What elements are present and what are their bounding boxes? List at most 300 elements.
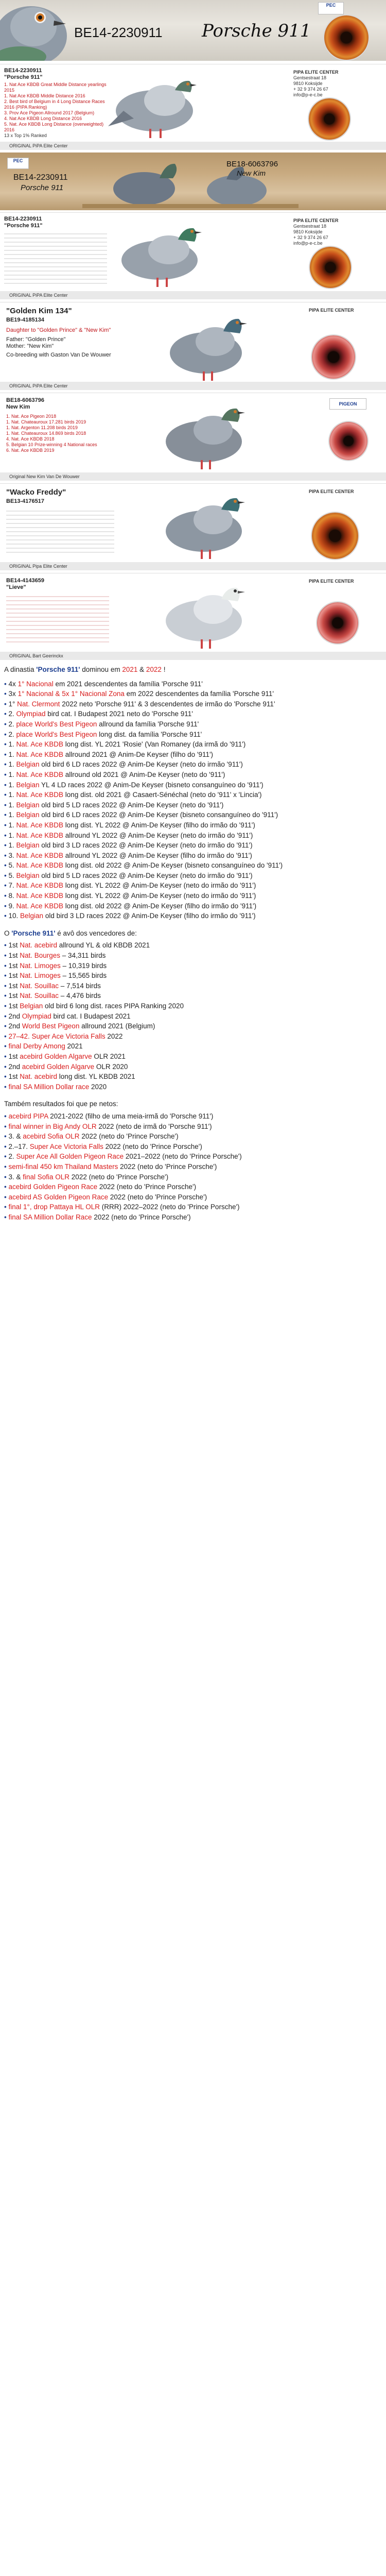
pigeon-photo bbox=[154, 578, 252, 655]
winner-item-post: allround 2021 (Belgium) bbox=[79, 1022, 155, 1030]
also-item-highlight: final winner in Big Andy OLR bbox=[8, 1122, 97, 1130]
bullet-icon: • bbox=[4, 1122, 9, 1130]
winner-item-pre: 1st bbox=[8, 961, 20, 970]
bullet-icon: • bbox=[4, 760, 9, 769]
dynasty-item bbox=[4, 860, 382, 871]
winner-item-post: – 15,565 birds bbox=[60, 972, 107, 980]
dynasty-item bbox=[4, 770, 382, 780]
winner-item-post: OLR 2020 bbox=[94, 1062, 128, 1071]
dynasty-item bbox=[4, 730, 382, 740]
card-result-line: 1. Nat. Ace Pigeon 2018 bbox=[6, 414, 57, 419]
winner-item bbox=[4, 971, 382, 981]
dynasty-item-pre: 9. bbox=[8, 902, 16, 910]
bullet-icon: • bbox=[4, 861, 9, 870]
ring-id: BE14-2230911 bbox=[74, 25, 163, 40]
also-item-post: 2021–2022 (neto do 'Prince Porsche') bbox=[124, 1153, 242, 1161]
center-line: Gentsestraat 18 bbox=[293, 224, 327, 229]
bullet-icon: • bbox=[4, 1153, 9, 1161]
bullet-icon: • bbox=[4, 1112, 9, 1120]
dynasty-item-pre: 1. bbox=[8, 740, 16, 749]
dynasty-item bbox=[4, 851, 382, 861]
card-result-line: 1. Nat. Argenton 11.208 birds 2019 bbox=[6, 425, 78, 430]
dynasty-item-pre: 5. bbox=[8, 871, 16, 879]
card-ring-id: BE14-4143659 bbox=[6, 578, 45, 584]
bullet-icon: • bbox=[4, 972, 9, 980]
bullet-icon: • bbox=[4, 1173, 9, 1181]
dynasty-item-post: old bird 5 LD races 2022 @ Anim-De Keyser (neto do irmão do '911') bbox=[39, 871, 253, 879]
dynasty-item-post: allround YL 2022 @ Anim-De Keyser (filho do irmão do '911') bbox=[63, 851, 252, 859]
center-info bbox=[293, 70, 381, 98]
dynasty-item-highlight: Belgian bbox=[20, 912, 44, 920]
eye-photo bbox=[329, 422, 367, 460]
winner-item-highlight: Nat. Souillac bbox=[20, 981, 59, 990]
winner-list bbox=[4, 940, 382, 1092]
dynasty-item bbox=[4, 739, 382, 750]
winner-item-post: 2020 bbox=[89, 1082, 107, 1091]
winner-item-pre: 2nd bbox=[8, 1012, 22, 1020]
center-line: Gentsestraat 18 bbox=[293, 75, 327, 80]
pec-logo bbox=[318, 2, 344, 14]
bullet-icon: • bbox=[4, 1142, 9, 1150]
winner-item bbox=[4, 1041, 382, 1052]
winner-item-post: long dist. YL KBDB 2021 bbox=[57, 1073, 135, 1081]
dynasty-item-post: old bird 6 LD races 2022 @ Anim-De Keyser (bisneto consanguíneo do '911') bbox=[39, 811, 278, 819]
also-item-highlight: acebird Sofia OLR bbox=[23, 1132, 80, 1141]
bullet-icon: • bbox=[4, 750, 9, 758]
card-result-line: 1. Nat Ace KBDB Middle Distance 2016 bbox=[4, 93, 85, 98]
card-footer: ORIGINAL PiPA Elite Center bbox=[0, 382, 386, 390]
dynasty-item-pre: 1. bbox=[8, 831, 16, 839]
bullet-icon: • bbox=[4, 1022, 9, 1030]
also-item-pre: 2. bbox=[8, 1153, 16, 1161]
bullet-icon: • bbox=[4, 892, 9, 900]
card-cobreeding: Co-breeding with Gaston Van De Wouwer bbox=[6, 352, 111, 358]
eye-photo bbox=[324, 15, 369, 60]
card-name: "Porsche 911" bbox=[4, 74, 43, 80]
card-mother: Mother: "New Kim" bbox=[6, 343, 54, 349]
bullet-icon: • bbox=[4, 1052, 9, 1060]
winner-item bbox=[4, 961, 382, 971]
card-daughter: Daughter to "Golden Prince" & "New Kim" bbox=[6, 327, 111, 333]
dynasty-item-post: 2022 neto 'Porsche 911' & 3 descendentes de irmão do 'Porsche 911' bbox=[60, 700, 275, 708]
card-result-line: 1. Nat. Chateauroux 14.869 birds 2018 bbox=[6, 431, 86, 436]
photo-porsche-newkim bbox=[0, 152, 386, 210]
winner-item-post: OLR 2021 bbox=[92, 1052, 126, 1060]
card-footer: Original New Kim Van De Wouwer bbox=[0, 472, 386, 481]
winner-item-post: old bird 6 long dist. races PIPA Ranking 2020 bbox=[43, 1002, 184, 1010]
dynasty-item-post: long dist. old 2022 @ Anim-De Keyser (filho do irmão do '911') bbox=[63, 902, 257, 910]
bullet-icon: • bbox=[4, 781, 9, 789]
also-item bbox=[4, 1151, 382, 1162]
dynasty-item-post: allround old 2021 @ Anim-De Keyser (neto do '911') bbox=[63, 770, 225, 778]
winner-item-post: 2022 bbox=[105, 1032, 123, 1040]
intro-name: 'Porsche 911' bbox=[36, 666, 80, 673]
card-ring-id: BE14-2230911 bbox=[4, 67, 42, 74]
bullet-icon: • bbox=[4, 1012, 9, 1020]
intro-suffix: ! bbox=[161, 666, 166, 673]
dynasty-item-highlight: Nat. Ace KBDB bbox=[16, 770, 64, 778]
also-item-post: (RRR) 2022–2022 (neto do 'Prince Porsche') bbox=[99, 1203, 240, 1211]
bullet-icon: • bbox=[4, 941, 9, 950]
dynasty-item-post: bird cat. I Budapest 2021 neto do 'Porsche 911' bbox=[45, 710, 193, 718]
intro-amp: & bbox=[137, 666, 146, 673]
dynasty-item-highlight: place World's Best Pigeon bbox=[16, 730, 97, 738]
winners-intro bbox=[4, 928, 382, 939]
dynasty-item-post: old bird 3 LD races 2022 @ Anim-De Keyser (filho do irmão do '911') bbox=[43, 912, 256, 920]
card-result-line: 4. Nat. Ace KBDB 2018 bbox=[6, 436, 55, 442]
winner-item-highlight: final SA Million Dollar race bbox=[8, 1082, 90, 1091]
dynasty-item-highlight: 1° Nacional & 5x 1° Nacional Zona bbox=[17, 690, 125, 698]
winner-item-highlight: Nat. acebird bbox=[20, 941, 58, 950]
left-ring-id: BE14-2230911 bbox=[13, 173, 68, 182]
center-info bbox=[293, 218, 381, 246]
center-title: PIPA ELITE CENTER bbox=[293, 70, 339, 75]
dynasty-item-highlight: Belgian bbox=[16, 801, 40, 809]
winner-item bbox=[4, 940, 382, 951]
dynasty-item-pre: 8. bbox=[8, 892, 16, 900]
dynasty-item-highlight: Nat. Clermont bbox=[17, 700, 60, 708]
dynasty-item-highlight: Belgian bbox=[16, 781, 40, 789]
winner-item-post: – 7,514 birds bbox=[59, 981, 101, 990]
dynasty-item-post: allround 2021 @ Anim-De Keyser (filho do '911') bbox=[63, 750, 214, 758]
card-wacko-freddy bbox=[0, 483, 386, 571]
winner-item-highlight: World Best Pigeon bbox=[22, 1022, 80, 1030]
winner-item-highlight: Nat. Limoges bbox=[20, 972, 61, 980]
center-title: PIPA ELITE CENTER bbox=[309, 308, 354, 313]
card-footer: ORIGINAL PiPA Elite Center bbox=[0, 142, 386, 150]
dynasty-item-post: long dist. YL 2022 @ Anim-De Keyser (neto do irmão do '911') bbox=[63, 892, 256, 900]
card-new-kim bbox=[0, 393, 386, 482]
bullet-icon: • bbox=[4, 700, 9, 708]
pigeon-photo bbox=[160, 309, 252, 386]
card-result-line: 2. Best bird of Belgium in 4 Long Distance Races 2016 (PIPA Ranking) bbox=[4, 99, 105, 110]
bullet-icon: • bbox=[4, 831, 9, 839]
also-item-highlight: Super Ace All Golden Pigeon Race bbox=[16, 1153, 124, 1161]
also-item-highlight: final SA Million Dollar Race bbox=[8, 1213, 92, 1221]
bullet-icon: • bbox=[4, 882, 9, 890]
dynasty-item-highlight: 1° Nacional bbox=[17, 680, 54, 688]
dynasty-item-highlight: Nat. Ace KBDB bbox=[16, 831, 64, 839]
dynasty-item bbox=[4, 679, 382, 689]
dynasty-item-post: old bird 3 LD races 2022 @ Anim-De Keyser (neto do irmão do '911') bbox=[39, 841, 253, 850]
dynasty-item-pre: 1. bbox=[8, 760, 16, 769]
bullet-icon: • bbox=[4, 811, 9, 819]
dynasty-item bbox=[4, 911, 382, 921]
bullet-icon: • bbox=[4, 1193, 9, 1201]
dynasty-item-pre: 1. bbox=[8, 791, 16, 799]
dynasty-item-highlight: Nat. Ace KBDB bbox=[16, 821, 64, 829]
dynasty-item-pre: 2. bbox=[8, 720, 16, 728]
also-item-highlight: final Sofia OLR bbox=[23, 1173, 70, 1181]
also-item-highlight: acebird PIPA bbox=[8, 1112, 48, 1120]
dynasty-item-post: long dist. YL 2022 @ Anim-De Keyser (filho do irmão do '911') bbox=[63, 821, 255, 829]
dynasty-list bbox=[4, 679, 382, 921]
dynasty-item-pre: 1. bbox=[8, 841, 16, 850]
also-list bbox=[4, 1111, 382, 1223]
winner-item-post: – 34,311 birds bbox=[60, 952, 106, 960]
pec-logo-text: PEC bbox=[326, 3, 336, 8]
card-text-block bbox=[6, 507, 114, 554]
also-item bbox=[4, 1111, 382, 1122]
dynasty-item-highlight: Nat. Ace KBDB bbox=[16, 791, 64, 799]
also-item bbox=[4, 1122, 382, 1132]
winner-item-highlight: final Derby Among bbox=[8, 1042, 65, 1050]
also-item-pre: 2.–17. bbox=[8, 1142, 30, 1150]
bullet-icon: • bbox=[4, 1032, 9, 1040]
card-title: "Wacko Freddy" bbox=[6, 488, 66, 497]
dynasty-item-pre: 1. bbox=[8, 770, 16, 778]
dynasty-item-pre: 3x bbox=[8, 690, 18, 698]
winner-item-highlight: Nat. Bourges bbox=[20, 952, 61, 960]
bullet-icon: • bbox=[4, 1042, 9, 1050]
also-item-post: 2022 (neto do 'Prince Porsche') bbox=[97, 1183, 197, 1191]
dynasty-item-post: long dist. da família 'Porsche 911' bbox=[97, 730, 202, 738]
winner-item bbox=[4, 991, 382, 1001]
also-item-highlight: acebird AS Golden Pigeon Race bbox=[8, 1193, 109, 1201]
winner-item-pre: 1st bbox=[8, 941, 20, 950]
dynasty-item-post: long dist. YL 2022 @ Anim-De Keyser (neto do irmão do '911') bbox=[63, 882, 256, 890]
center-line: + 32 9 374 26 67 bbox=[293, 235, 328, 240]
dynasty-item-pre: 1. bbox=[8, 781, 16, 789]
dynasty-item-post: long dist. YL 2021 'Rosie' (Van Romaney (da irmã do '911') bbox=[63, 740, 246, 749]
bullet-icon: • bbox=[4, 1203, 9, 1211]
winner-item-pre: 1st bbox=[8, 952, 20, 960]
intro-prefix: A dinastia bbox=[4, 666, 37, 673]
also-item-post: 2022 (neto do 'Prince Porsche') bbox=[103, 1142, 202, 1150]
dynasty-item-post: old bird 5 LD races 2022 @ Anim-De Keyser (neto do '911') bbox=[39, 801, 224, 809]
dynasty-section bbox=[4, 665, 382, 1222]
also-item bbox=[4, 1131, 382, 1142]
also-item-pre: 3. & bbox=[8, 1173, 23, 1181]
dynasty-item-highlight: Belgian bbox=[16, 871, 40, 879]
dynasty-item-highlight: Nat. Ace KBDB bbox=[16, 750, 64, 758]
also-item-post: 2022 (neto do 'Prince Porsche') bbox=[69, 1173, 169, 1181]
card-results bbox=[6, 414, 119, 453]
card-ring-id: BE13-4176517 bbox=[6, 498, 45, 504]
bullet-icon: • bbox=[4, 1213, 9, 1221]
card-ring-id: BE19-4185134 bbox=[6, 317, 45, 323]
right-name: New Kim bbox=[237, 169, 266, 177]
pigeon-name: Porsche 911 bbox=[202, 21, 311, 41]
dynasty-item-highlight: Nat. Ace KBDB bbox=[16, 882, 64, 890]
dynasty-item-highlight: Nat. Ace KBDB bbox=[16, 892, 64, 900]
bullet-icon: • bbox=[4, 690, 9, 698]
winners-intro-name: 'Porsche 911' bbox=[11, 929, 56, 937]
winner-item-highlight: Nat. Limoges bbox=[20, 961, 61, 970]
eye-photo bbox=[312, 513, 358, 559]
card-name: "Lieve" bbox=[6, 584, 26, 590]
dynasty-item-pre: 1. bbox=[8, 801, 16, 809]
winner-item bbox=[4, 1031, 382, 1042]
bullet-icon: • bbox=[4, 680, 9, 688]
dynasty-item-post: long dist. old 2021 @ Casaert-Sénéchal (neto do '911' x 'Lincia') bbox=[63, 791, 262, 799]
eye-photo bbox=[317, 602, 358, 643]
dynasty-item-highlight: Nat. Ace KBDB bbox=[16, 861, 64, 870]
bullet-icon: • bbox=[4, 851, 9, 859]
card-result-line: 3. Prov Ace Pigeon Allround 2017 (Belgium) bbox=[4, 110, 95, 115]
winner-item-highlight: Nat. Souillac bbox=[20, 992, 59, 1000]
bullet-icon: • bbox=[4, 981, 9, 990]
card-text-block bbox=[4, 230, 107, 287]
also-item-post: 2022 (neto do 'Prince Porsche') bbox=[108, 1193, 207, 1201]
card-name: "Porsche 911" bbox=[4, 223, 43, 229]
intro-year2: 2022 bbox=[146, 666, 162, 673]
winner-item bbox=[4, 951, 382, 961]
dynasty-item-pre: 7. bbox=[8, 882, 16, 890]
dynasty-item-pre: 3. bbox=[8, 851, 16, 859]
winner-item-pre: 1st bbox=[8, 992, 20, 1000]
card-golden-kim bbox=[0, 302, 386, 391]
center-title: PIPA ELITE CENTER bbox=[309, 489, 354, 494]
dynasty-item bbox=[4, 719, 382, 730]
center-line: 9810 Koksijde bbox=[293, 229, 323, 234]
also-item-highlight: acebird Golden Pigeon Race bbox=[8, 1183, 98, 1191]
dynasty-item-highlight: Nat. Ace KBDB bbox=[16, 902, 64, 910]
card-porsche-911-b bbox=[0, 212, 386, 300]
bullet-icon: • bbox=[4, 821, 9, 829]
card-ring-id: BE14-2230911 bbox=[4, 216, 42, 222]
dynasty-item-pre: 1. bbox=[8, 750, 16, 758]
bullet-icon: • bbox=[4, 1162, 9, 1171]
dynasty-item-pre: 10. bbox=[8, 912, 21, 920]
bullet-icon: • bbox=[4, 1082, 9, 1091]
bullet-icon: • bbox=[4, 740, 9, 749]
card-result-line: 1. Nat. Chateauroux 17.281 birds 2019 bbox=[6, 419, 86, 425]
winner-item bbox=[4, 1072, 382, 1082]
card-footer: ORIGINAL Pipa Elite Center bbox=[0, 562, 386, 570]
winner-item-post: bird cat. I Budapest 2021 bbox=[51, 1012, 131, 1020]
dynasty-item bbox=[4, 759, 382, 770]
pigeon-photo bbox=[108, 218, 206, 290]
pigeon-logo bbox=[329, 398, 366, 410]
also-item-post: 2022 (neto do 'Prince Porsche') bbox=[92, 1213, 191, 1221]
winner-item bbox=[4, 1011, 382, 1022]
dynasty-item bbox=[4, 831, 382, 841]
winner-item-highlight: Olympiad bbox=[22, 1012, 51, 1020]
dynasty-item-pre: 2. bbox=[8, 710, 16, 718]
winner-item bbox=[4, 1052, 382, 1062]
eye-photo bbox=[309, 98, 350, 140]
card-results bbox=[4, 82, 112, 139]
dynasty-item-highlight: Belgian bbox=[16, 841, 40, 850]
dynasty-item bbox=[4, 871, 382, 881]
winner-item bbox=[4, 1021, 382, 1031]
card-result-line: 4. Nat Ace KBDB Long Distance 2016 bbox=[4, 116, 82, 121]
eye-photo bbox=[312, 335, 355, 379]
intro-year1: 2021 bbox=[122, 666, 138, 673]
also-item-post: 2022 (neto do 'Prince Porsche') bbox=[79, 1132, 179, 1141]
also-item bbox=[4, 1202, 382, 1212]
dynasty-item-pre: 4x bbox=[8, 680, 18, 688]
winner-item-post: – 4,476 birds bbox=[59, 992, 101, 1000]
intro-middle: dominou em bbox=[80, 666, 122, 673]
card-result-line: 5. Belgian 10 Prize-winning 4 National races bbox=[6, 442, 97, 447]
card-footer: ORIGINAL Bart Geerinckx bbox=[0, 652, 386, 660]
also-item-highlight: semi-final 450 km Thailand Masters bbox=[8, 1162, 118, 1171]
also-item-post: 2022 (neto do 'Prince Porsche') bbox=[118, 1162, 217, 1171]
center-title: PIPA ELITE CENTER bbox=[293, 218, 339, 223]
also-item bbox=[4, 1142, 382, 1152]
card-porsche-911 bbox=[0, 64, 386, 151]
dynasty-item-highlight: Olympiad bbox=[16, 710, 46, 718]
winner-item-pre: 1st bbox=[8, 1052, 20, 1060]
dynasty-item-highlight: place World's Best Pigeon bbox=[16, 720, 97, 728]
bullet-icon: • bbox=[4, 961, 9, 970]
bullet-icon: • bbox=[4, 770, 9, 778]
dynasty-item-post: long dist. old 2022 @ Anim-De Keyser (bisneto consanguíneo do '911') bbox=[63, 861, 283, 870]
dynasty-item bbox=[4, 750, 382, 760]
winner-item-post: allround YL & old KBDB 2021 bbox=[57, 941, 150, 950]
center-line: + 32 9 374 26 67 bbox=[293, 87, 328, 92]
card-result-line: 5. Nat. Ace KBDB Long Distance (overweighted) 2016 bbox=[4, 122, 104, 132]
pigeon-logo-text: PIGEON bbox=[339, 401, 357, 406]
pigeon-photo bbox=[154, 488, 252, 565]
winner-item-pre: 2nd bbox=[8, 1062, 22, 1071]
card-footer: ORIGINAL PiPA Elite Center bbox=[0, 291, 386, 299]
pigeon-photo bbox=[154, 398, 252, 476]
card-ring-id: BE18-6063796 bbox=[6, 397, 45, 403]
bullet-icon: • bbox=[4, 912, 9, 920]
bullet-icon: • bbox=[4, 710, 9, 718]
dynasty-item-pre: 5. bbox=[8, 861, 16, 870]
dynasty-item bbox=[4, 820, 382, 831]
intro-line bbox=[4, 665, 382, 675]
dynasty-item-post: old bird 6 LD races 2022 @ Anim-De Keyser (neto do irmão '911') bbox=[39, 760, 243, 769]
also-item bbox=[4, 1192, 382, 1202]
winner-item-highlight: 27–42. Super Ace Victoria Falls bbox=[8, 1032, 106, 1040]
winner-item-highlight: Nat. acebird bbox=[20, 1073, 58, 1081]
winner-item-highlight: acebird Golden Algarve bbox=[20, 1052, 92, 1060]
dynasty-item bbox=[4, 880, 382, 891]
pec-logo: PEC bbox=[7, 158, 29, 169]
dynasty-item-pre: 1° bbox=[8, 700, 17, 708]
dynasty-item bbox=[4, 800, 382, 810]
bullet-icon: • bbox=[4, 902, 9, 910]
dynasty-item-highlight: Belgian bbox=[16, 811, 40, 819]
dynasty-item-pre: 1. bbox=[8, 811, 16, 819]
also-item bbox=[4, 1182, 382, 1192]
bullet-icon: • bbox=[4, 1062, 9, 1071]
dynasty-item-highlight: Nat. Ace KBDB bbox=[16, 851, 64, 859]
winner-item-pre: 1st bbox=[8, 981, 20, 990]
also-item-highlight: Super Ace Victoria Falls bbox=[29, 1142, 103, 1150]
winner-item bbox=[4, 981, 382, 991]
dynasty-item bbox=[4, 901, 382, 911]
card-lieve bbox=[0, 573, 386, 661]
card-result-line: 6. Nat. Ace KBDB 2019 bbox=[6, 448, 55, 453]
also-item-highlight: final 1°, drop Pattaya HL OLR bbox=[8, 1203, 100, 1211]
dynasty-item-post: em 2021 descendentes da família 'Porsche 911' bbox=[53, 680, 203, 688]
winner-item bbox=[4, 1001, 382, 1011]
winner-item-pre: 2nd bbox=[8, 1022, 22, 1030]
also-item bbox=[4, 1162, 382, 1172]
dynasty-item-highlight: Belgian bbox=[16, 760, 40, 769]
bullet-icon: • bbox=[4, 1073, 9, 1081]
winner-item-pre: 1st bbox=[8, 972, 20, 980]
card-title: "Golden Kim 134" bbox=[6, 307, 72, 315]
center-line: 9810 Koksijde bbox=[293, 81, 323, 86]
pigeon-head-image bbox=[0, 0, 67, 61]
dynasty-item bbox=[4, 689, 382, 699]
dynasty-item bbox=[4, 780, 382, 790]
winner-item-pre: 1st bbox=[8, 1002, 20, 1010]
dynasty-item-pre: 2. bbox=[8, 730, 16, 738]
winners-intro-pre: O bbox=[4, 929, 12, 937]
dynasty-item-post: allround YL 2022 @ Anim-De Keyser (neto do irmão do '911') bbox=[63, 831, 253, 839]
dynasty-item bbox=[4, 790, 382, 800]
dynasty-item-highlight: Nat. Ace KBDB bbox=[16, 740, 64, 749]
winners-intro-post: é avô dos vencedores de: bbox=[55, 929, 137, 937]
